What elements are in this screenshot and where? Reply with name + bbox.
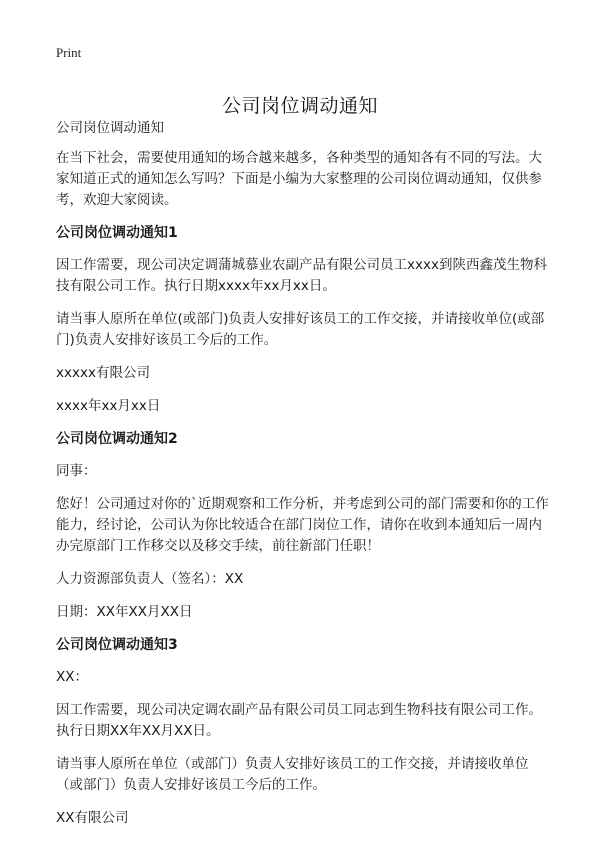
intro-paragraph: 在当下社会，需要使用通知的场合越来越多，各种类型的通知各有不同的写法。大家知道正式的通知怎么写吗？下面是小编为大家整理的公司岗位调动通知，仅供参考，欢迎大家阅读。 (56, 150, 542, 208)
section-3-signature-company: XX有限公司 (56, 810, 129, 826)
section-3-paragraph: 请当事人原所在单位（或部门）负责人安排好该员工的工作交接，并请接收单位（或部门）负责人安排好该员工今后的工作。 (56, 756, 529, 793)
section-heading-1: 公司岗位调动通知1 (56, 225, 178, 241)
section-2-date: 日期：XX年XX月XX日 (56, 604, 193, 620)
section-heading-2: 公司岗位调动通知2 (56, 431, 178, 447)
page-title: 公司岗位调动通知 (221, 94, 378, 117)
section-1-paragraph: 请当事人原所在单位(或部门)负责人安排好该员工的工作交接，并请接收单位(或部门)负责人安排好该员工今后的工作。 (56, 311, 545, 348)
section-3-paragraph: 因工作需要，现公司决定调农副产品有限公司员工同志到生物科技有限公司工作。执行日期XX年XX月XX日。 (56, 702, 542, 739)
section-1-signature-company: xxxxx有限公司 (56, 365, 150, 381)
document-subtitle: 公司岗位调动通知 (56, 120, 164, 136)
document-body (56, 118, 554, 841)
section-1-signature-date: xxxx年xx月xx日 (56, 398, 161, 414)
section-2-salutation: 同事： (56, 463, 97, 479)
section-3-salutation: XX： (56, 669, 88, 685)
section-2-signature: 人力资源部负责人（签名）：XX (56, 571, 244, 587)
section-2-paragraph: 您好！公司通过对你的`近期观察和工作分析，并考虑到公司的部门需要和你的工作能力，经讨论，公司认为你比较适合在部门岗位工作，请你在收到本通知后一周内办完原部门工作移交以及移交手续，前往新部门任职！ (56, 496, 549, 554)
section-1-paragraph: 因工作需要，现公司决定调蒲城慕业农副产品有限公司员工xxxx到陕西鑫茂生物科技有限公司工作。执行日期xxxx年xx月xx日。 (56, 257, 547, 294)
print-link[interactable]: Print (56, 45, 82, 60)
section-heading-3: 公司岗位调动通知3 (56, 637, 178, 653)
